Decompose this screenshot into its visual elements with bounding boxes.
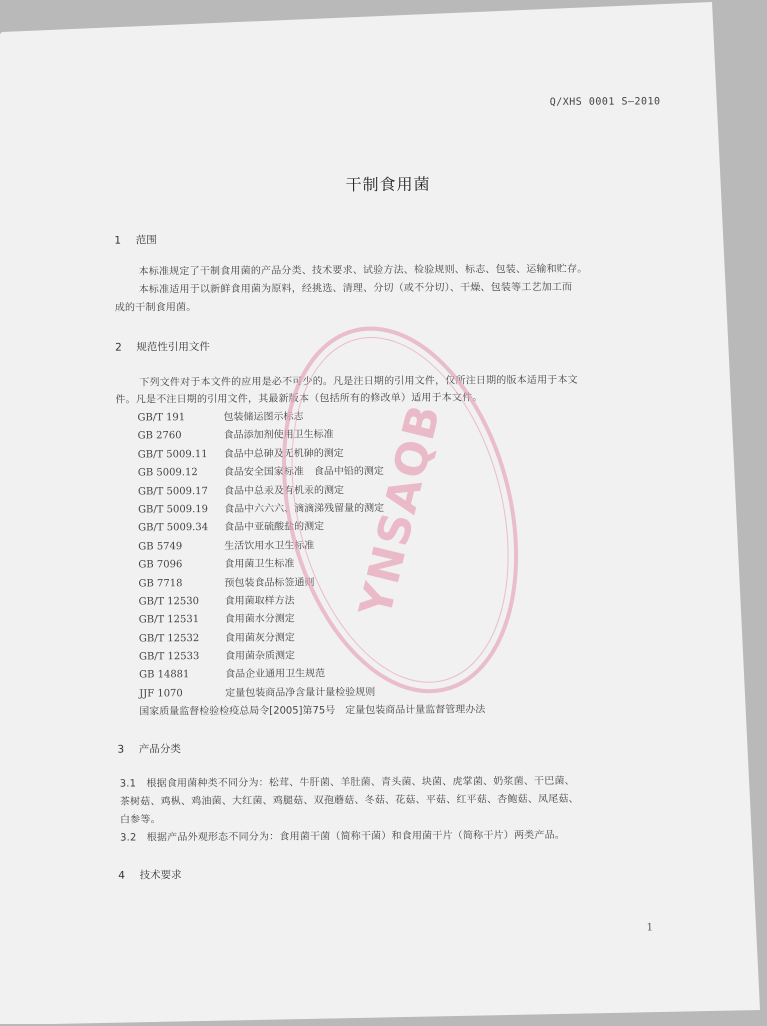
reference-item-decree: 国家质量监督检验检疫总局令[2005]第75号 定量包装商品计量监督管理办法 [139, 704, 486, 718]
section-title: 规范性引用文件 [136, 341, 210, 354]
paragraph: 3.1 根据食用菌种类不同分为：松茸、牛肝菌、羊肚菌、青头菌、块菌、虎掌菌、奶浆菌、干巴菌、 [119, 775, 575, 790]
reference-item: GB/T 12531 食用菌水分测定 [138, 613, 295, 626]
reference-item: GB/T 5009.11 食品中总砷及无机砷的测定 [137, 448, 344, 461]
section-4-heading [118, 867, 181, 882]
section-number: 1 [114, 234, 122, 247]
seal-code: YNSAQB [350, 398, 451, 622]
document-title: 干制食用菌 [345, 174, 431, 195]
paragraph: 件。凡是不注日期的引用文件，其最新版本（包括所有的修改单）适用于本文件。 [115, 392, 483, 406]
reference-item: GB/T 5009.17 食品中总汞及有机汞的测定 [137, 484, 344, 498]
reference-item: GB/T 12532 食用菌灰分测定 [138, 632, 295, 645]
reference-item: GB/T 12530 食用菌取样方法 [138, 595, 295, 608]
section-number: 3 [117, 743, 125, 756]
reference-item: GB 7096 食用菌卫生标准 [138, 558, 295, 571]
paragraph: 茶树菇、鸡枞、鸡油菌、大红菌、鸡腿菇、双孢蘑菇、冬菇、花菇、平菇、红平菇、杏鲍菇、凤尾菇、 [119, 793, 579, 808]
paragraph: 白参等。 [119, 814, 161, 826]
section-2-heading [115, 339, 210, 355]
reference-item: GB 5009.12 食品安全国家标准 食品中铅的测定 [137, 466, 384, 479]
section-title: 产品分类 [138, 743, 181, 756]
paragraph: 成的干制食用菌。 [114, 302, 197, 314]
reference-item: GB/T 5009.19 食品中六六六、滴滴涕残留量的测定 [138, 502, 385, 516]
paragraph: 本标准规定了干制食用菌的产品分类、技术要求、试验方法、检验规则、标志、包装、运输和贮存。 [138, 263, 588, 278]
reference-item: GB 5749 生活饮用水卫生标准 [138, 540, 315, 553]
section-3-heading [117, 741, 180, 756]
paragraph: 本标准适用于以新鲜食用菌为原料，经挑选、清理、分切（或不分切）、干燥、包装等工艺加工而 [138, 281, 573, 296]
paragraph: 下列文件对于本文件的应用是必不可少的。凡是注日期的引用文件，仅所注日期的版本适用于本文 [139, 374, 578, 389]
document-code: Q/XHS 0001 S—2010 [549, 96, 661, 108]
section-title: 范围 [135, 234, 157, 247]
section-number: 2 [115, 341, 122, 354]
section-number: 4 [118, 869, 126, 882]
page-number: 1 [646, 922, 654, 934]
section-title: 技术要求 [139, 869, 182, 882]
paragraph: 3.2 根据产品外观形态不同分为：食用菌干菌（简称干菌）和食用菌干片（简称干片）两类产品。 [120, 829, 565, 844]
reference-item: GB 2760 食品添加剂使用卫生标准 [137, 429, 334, 442]
section-1-heading [114, 232, 156, 247]
reference-item: GB 7718 预包装食品标签通则 [138, 576, 315, 589]
reference-item: GB 14881 食品企业通用卫生规范 [139, 668, 326, 681]
reference-item: JJF 1070 定量包装商品净含量计量检验规则 [139, 686, 376, 700]
reference-item: GB/T 5009.34 食品中亚硫酸盐的测定 [138, 521, 325, 534]
reference-item: GB/T 191 包装储运图示标志 [137, 411, 304, 424]
reference-item: GB/T 12533 食用菌杂质测定 [138, 650, 295, 663]
reference-list [137, 408, 385, 704]
